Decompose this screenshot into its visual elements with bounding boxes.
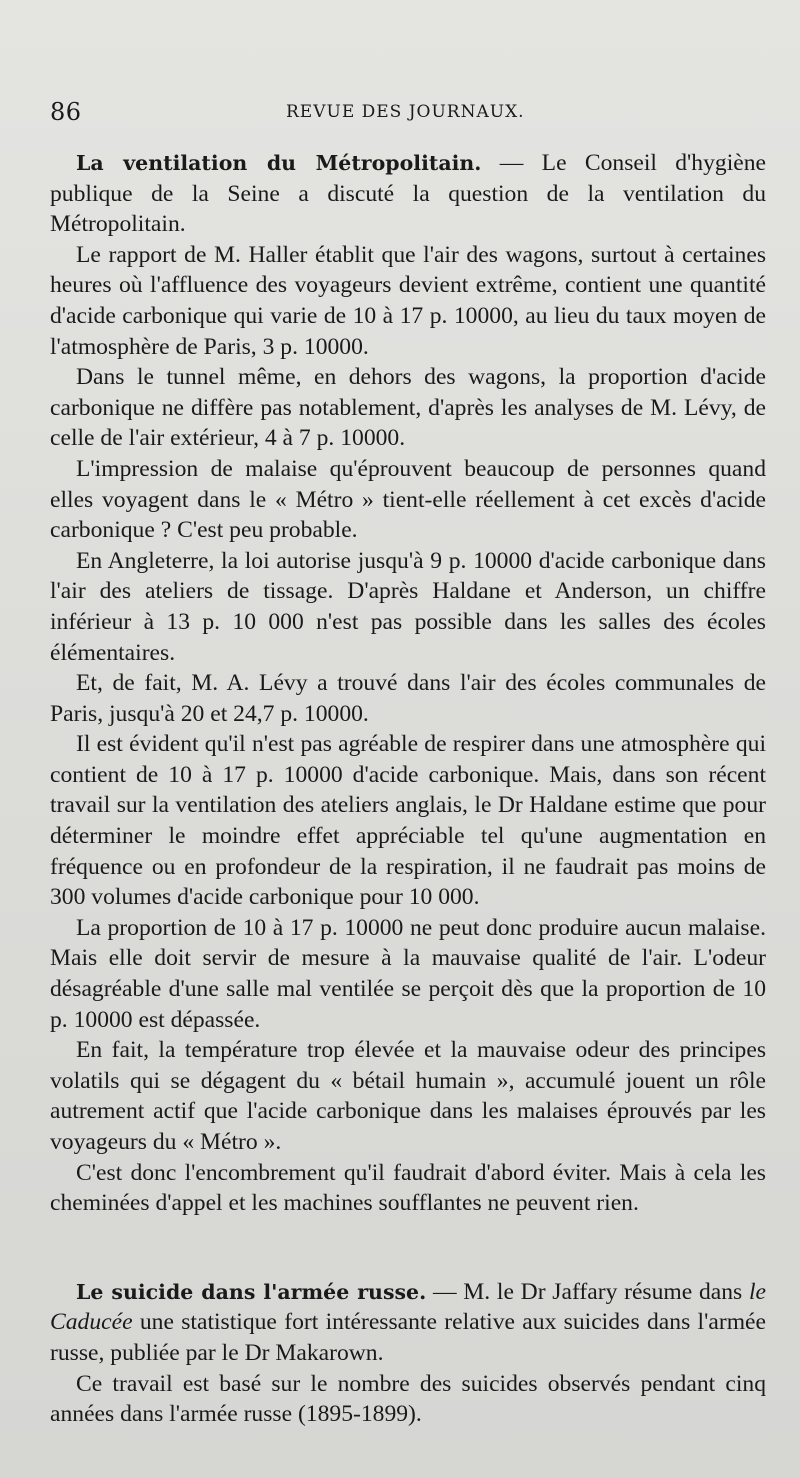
paragraph: L'impression de malaise qu'éprouvent beaucoup de personnes quand elles voyagent dans le « Métro » tient-elle réellement à cet excès d'acide carbonique ? C'est peu probable. <box>50 455 766 544</box>
section-title-ventilation: La ventilation du Métropolitain. <box>76 151 482 175</box>
article-body <box>50 148 766 1430</box>
paragraph: Dans le tunnel même, en dehors des wagons, la proportion d'acide carbonique ne diffère pas notablement, d'après les analyses de M. Lévy, de celle de l'air extérieur, 4 à 7 p. 10000. <box>50 364 766 452</box>
page-header <box>50 96 766 136</box>
paragraph: Ce travail est basé sur le nombre des suicides observés pendant cinq années dans l'armée russe (1895-1899). <box>50 1370 766 1428</box>
section-title-suicide: Le suicide dans l'armée russe. <box>76 1279 427 1304</box>
page-number: 86 <box>50 98 82 126</box>
running-head: REVUE DES JOURNAUX. <box>286 102 525 122</box>
section-intro-text: — Le Conseil d'hygiène publique de la Seine a discuté la question de la ventilation du Métropolitain. <box>50 150 766 238</box>
paragraph: En fait, la température trop élevée et la mauvaise odeur des principes volatils qui se dégagent du « bétail humain », accumulé jouent un rôle autrement actif que l'acide carbonique dans les malaises éprouvés par les voyageurs du « Métro ». <box>50 1037 766 1155</box>
section-ventilation-intro <box>50 148 766 240</box>
section-suicide-intro <box>50 1277 766 1369</box>
section-intro-text-end: une statistique fort intéressante relative aux suicides dans l'armée russe, publiée par le Dr Makarown. <box>50 1309 766 1366</box>
paragraph: En Angleterre, la loi autorise jusqu'à 9 p. 10000 d'acide carbonique dans l'air des ateliers de tissage. D'après Haldane et Anderson, un chiffre inférieur à 13 p. 10 000 n'est pas possible dans les salles des écoles élémentaires. <box>50 547 766 666</box>
paragraph: Et, de fait, M. A. Lévy a trouvé dans l'air des écoles communales de Paris, jusqu'à 20 et 24,7 p. 10000. <box>50 670 766 727</box>
paragraph: C'est donc l'encombrement qu'il faudrait d'abord éviter. Mais à cela les cheminées d'appel et les machines soufflantes ne peuvent rien. <box>50 1159 766 1217</box>
journal-name: le Caducée <box>50 1278 766 1336</box>
paragraph: Le rapport de M. Haller établit que l'air des wagons, surtout à certaines heures où l'affluence des voyageurs devient extrême, contient une quantité d'acide carbonique qui varie de 10 à 17 p. 10000, au lieu du taux moyen de l'atmosphère de Paris, 3 p. 10000. <box>50 241 766 360</box>
section-intro-text: — M. le Dr Jaffary résume dans <box>426 1278 749 1305</box>
section-divider-space <box>50 1219 766 1277</box>
paragraph: Il est évident qu'il n'est pas agréable de respirer dans une atmosphère qui contient de 10 à 17 p. 10000 d'acide carbonique. Mais, dans son récent travail sur la ventilation des ateliers anglais, le Dr Haldane estime que pour déterminer le moindre effet appréciable tel qu'une augmentation en fréquence ou en profondeur de la respiration, il ne faudrait pas moins de 300 volumes d'acide carbonique pour 10 000. <box>50 731 766 911</box>
paragraph: La proportion de 10 à 17 p. 10000 ne peut donc produire aucun malaise. Mais elle doit servir de mesure à la mauvaise qualité de l'air. L'odeur désagréable d'une salle mal ventilée se perçoit dès que la proportion de 10 p. 10000 est dépassée. <box>50 914 766 1033</box>
